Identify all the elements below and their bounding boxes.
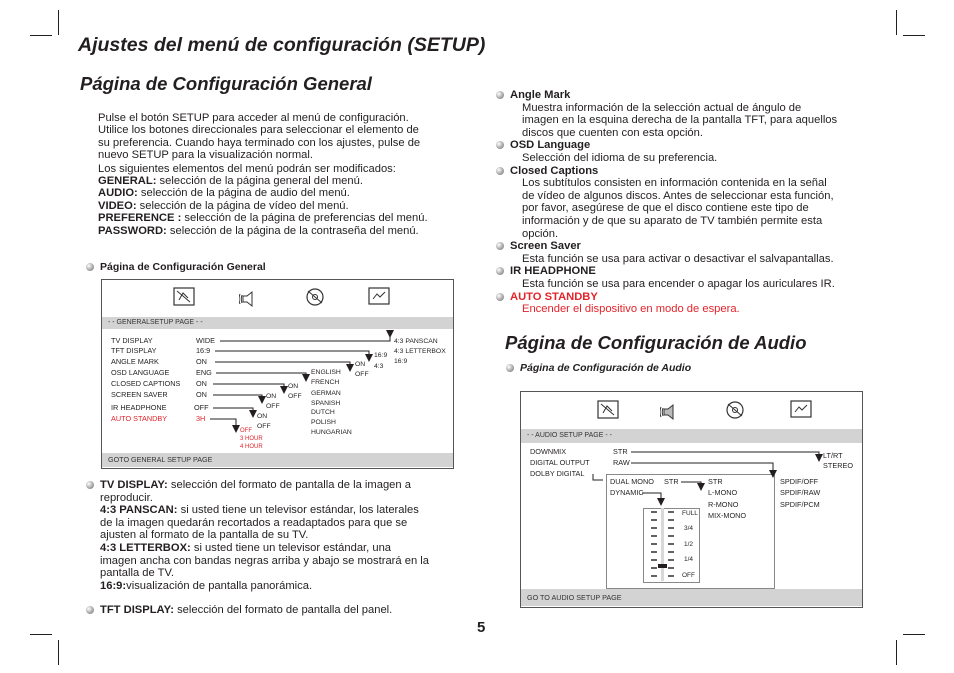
ir-headphone-label[interactable]: IR HEADPHONE xyxy=(111,403,167,412)
tft-display-value: 16:9 xyxy=(196,346,211,355)
downmix-option[interactable]: LT/RT xyxy=(823,451,843,460)
osd-language-desc: OSD Language Selección del idioma de su preferencia. xyxy=(496,139,876,164)
digital-output-value: RAW xyxy=(613,458,630,467)
cc-option[interactable]: ON xyxy=(288,383,299,390)
crop-mark xyxy=(896,10,897,35)
tv-option[interactable]: 4:3 PANSCAN xyxy=(394,338,438,345)
bullet-icon xyxy=(496,242,504,250)
page-number: 5 xyxy=(477,619,486,636)
audio-setup-menu xyxy=(520,391,863,608)
general-heading: Página de Configuración General xyxy=(80,73,372,94)
intro-text xyxy=(98,112,428,237)
dynamic-level[interactable]: FULL xyxy=(682,510,698,517)
ir-option[interactable]: ON xyxy=(257,413,268,420)
right-descriptions xyxy=(496,89,876,316)
ir-headphone-desc: IR HEADPHONE Esta función se usa para encender o apagar los auriculares IR. xyxy=(496,265,876,290)
bullet-icon xyxy=(496,267,504,275)
item-preference: PREFERENCE : selección de la página de preferencias del menú. xyxy=(98,212,428,225)
tft-option[interactable]: 16:9 xyxy=(374,352,388,359)
spdif-option[interactable]: SPDIF/OFF xyxy=(780,477,819,486)
crop-mark xyxy=(903,634,925,635)
item-video: VIDEO: selección de la página de vídeo del menú. xyxy=(98,199,349,212)
dynamic-level[interactable]: 1/2 xyxy=(684,541,694,548)
language-option[interactable]: FRENCH xyxy=(311,379,340,386)
item-general: GENERAL: selección de la página general del menú. xyxy=(98,175,363,188)
tv-display-desc: TV DISPLAY: selección del formato de pantalla de la imagen a reproducir. 4:3 PANSCAN: si usted tiene un televisor estándar, los laterales de la imagen quedarán recortados a readaptados para que se ajusten al formato de la pantalla de su TV. 4:3 LETTERBOX: si usted tiene un televisor estándar, una imagen ancha con bandas negras arriba y abajo se mostrará en la pantalla de TV. 16:9:visualización de pantalla panorámica. xyxy=(86,479,429,592)
language-option[interactable]: POLISH xyxy=(311,419,336,426)
tv-option[interactable]: 4:3 LETTERBOX xyxy=(394,348,446,355)
dual-option[interactable]: R-MONO xyxy=(708,500,739,509)
auto-standby-desc: AUTO STANDBY Encender el dispositivo en modo de espera. xyxy=(496,291,876,316)
language-option[interactable]: GERMAN xyxy=(311,390,341,397)
dual-mono-label[interactable]: DUAL MONO xyxy=(610,477,654,486)
crop-mark xyxy=(903,35,925,36)
language-option[interactable]: DUTCH xyxy=(311,409,335,416)
saver-option[interactable]: ON xyxy=(266,393,277,400)
ir-option[interactable]: OFF xyxy=(257,423,271,430)
bullet-icon xyxy=(496,91,504,99)
downmix-value: STR xyxy=(613,447,628,456)
language-option[interactable]: SPANISH xyxy=(311,400,341,407)
dynamic-level[interactable]: 3/4 xyxy=(684,525,694,532)
screen-saver-label[interactable]: SCREEN SAVER xyxy=(111,390,168,399)
item-audio: AUDIO: selección de la página de audio del menú. xyxy=(98,187,350,200)
audio-connector-lines xyxy=(521,392,862,607)
spdif-option[interactable]: SPDIF/PCM xyxy=(780,500,820,509)
angle-option[interactable]: ON xyxy=(355,361,366,368)
crop-mark xyxy=(30,35,52,36)
standby-option[interactable]: OFF xyxy=(240,428,252,434)
intro-line: Los siguientes elementos del menú podrán ser modificados: xyxy=(98,162,396,175)
tv-display-label[interactable]: TV DISPLAY xyxy=(111,336,153,345)
tv-option[interactable]: 16:9 xyxy=(394,358,408,365)
bullet-icon xyxy=(506,364,514,372)
bullet-icon xyxy=(496,167,504,175)
auto-standby-label[interactable]: AUTO STANDBY xyxy=(111,414,168,423)
dual-option[interactable]: L-MONO xyxy=(708,488,738,497)
crop-mark xyxy=(58,10,59,35)
language-option[interactable]: ENGLISH xyxy=(311,369,341,376)
screen-saver-desc: Screen Saver Esta función se usa para activar o desactivar el salvapantallas. xyxy=(496,240,876,265)
bullet-icon xyxy=(86,481,94,489)
dynamic-slider-thumb xyxy=(658,564,667,568)
tft-display-label[interactable]: TFT DISPLAY xyxy=(111,346,157,355)
downmix-option[interactable]: STEREO xyxy=(823,461,854,470)
dual-option[interactable]: MIX-MONO xyxy=(708,511,747,520)
intro-line: su preferencia. Cuando haya terminado con los ajustes, pulse de xyxy=(98,136,421,149)
intro-line: nuevo SETUP para la visualización normal. xyxy=(98,149,313,162)
dynamic-level[interactable]: 1/4 xyxy=(684,556,694,563)
tft-option[interactable]: 4:3 xyxy=(374,363,384,370)
language-option[interactable]: HUNGARIAN xyxy=(311,429,352,436)
downmix-label[interactable]: DOWNMIX xyxy=(530,447,567,456)
spdif-option[interactable]: SPDIF/RAW xyxy=(780,488,821,497)
goto-general-button[interactable]: GOTO GENERAL SETUP PAGE xyxy=(102,453,453,467)
item-password: PASSWORD: selección de la página de la contraseña del menú. xyxy=(98,224,419,237)
crop-mark xyxy=(896,640,897,665)
goto-audio-button[interactable]: GO TO AUDIO SETUP PAGE xyxy=(521,589,862,606)
audio-page-band: - - AUDIO SETUP PAGE - - xyxy=(521,429,862,443)
intro-line: Pulse el botón SETUP para acceder al menú de configuración. xyxy=(98,112,409,124)
angle-mark-value: ON xyxy=(196,357,207,366)
ir-headphone-value: OFF xyxy=(194,403,209,412)
angle-mark-label[interactable]: ANGLE MARK xyxy=(111,357,159,366)
dual-mono-value: STR xyxy=(664,477,679,486)
crop-mark xyxy=(30,634,52,635)
page-title: Ajustes del menú de configuración (SETUP) xyxy=(78,34,486,56)
osd-language-value: ENG xyxy=(196,368,212,377)
digital-output-label[interactable]: DIGITAL OUTPUT xyxy=(530,458,590,467)
saver-option[interactable]: OFF xyxy=(266,403,280,410)
audio-caption: Página de Configuración de Audio xyxy=(506,362,691,374)
closed-captions-desc: Closed Captions Los subtítulos consisten en información contenida en la señal de vídeo de algunos discos. Antes de seleccionar esta función, por favor, asegúrese de que el disco contiene este tipo de información y de que su aparato de TV también permite esta opción. xyxy=(496,165,876,241)
intro-line: Utilice los botones direccionales para seleccionar el elemento de xyxy=(98,124,419,137)
tft-display-desc: TFT DISPLAY: selección del formato de pantalla del panel. xyxy=(86,604,392,616)
dynamic-level[interactable]: OFF xyxy=(682,572,695,579)
bullet-icon xyxy=(86,606,94,614)
angle-option[interactable]: OFF xyxy=(355,371,369,378)
standby-option[interactable]: 4 HOUR xyxy=(240,444,263,450)
bullet-icon xyxy=(496,293,504,301)
audio-heading: Página de Configuración de Audio xyxy=(505,332,807,353)
angle-mark-desc: Angle Mark Muestra información de la selección actual de ángulo de imagen en la esquina derecha de la pantalla TFT, para aquellos discos que cuenten con esta opción. xyxy=(496,89,876,139)
bullet-icon xyxy=(86,263,94,271)
crop-mark xyxy=(58,640,59,665)
screen-saver-value: ON xyxy=(196,390,207,399)
tv-display-value: WIDE xyxy=(196,336,216,345)
cc-option[interactable]: OFF xyxy=(288,393,302,400)
dual-option[interactable]: STR xyxy=(708,477,723,486)
osd-language-label[interactable]: OSD LANGUAGE xyxy=(111,368,170,377)
auto-standby-value: 3H xyxy=(196,414,206,423)
dynamic-label[interactable]: DYNAMIC xyxy=(610,488,644,497)
bullet-icon xyxy=(496,141,504,149)
dolby-digital-label[interactable]: DOLBY DIGITAL xyxy=(530,469,585,478)
standby-option[interactable]: 3 HOUR xyxy=(240,436,263,442)
closed-captions-value: ON xyxy=(196,379,207,388)
general-setup-menu xyxy=(101,279,454,469)
general-connector-lines xyxy=(102,280,453,468)
general-page-band: - - GENERALSETUP PAGE - - xyxy=(102,317,453,329)
general-caption: Página de Configuración General xyxy=(86,261,266,273)
closed-captions-label[interactable]: CLOSED CAPTIONS xyxy=(111,379,181,388)
